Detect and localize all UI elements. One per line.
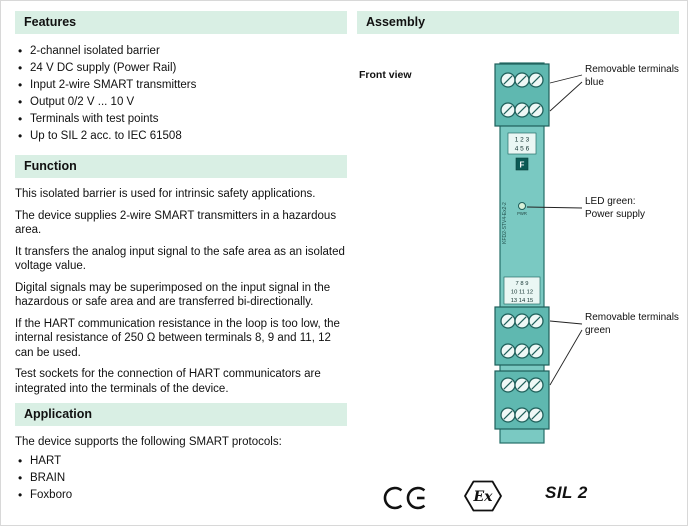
terminal-numbers-row2: 4 5 6 <box>514 145 530 153</box>
list-item: • Output 0/2 V ... 10 V <box>15 94 347 111</box>
ex-mark-icon <box>463 479 503 513</box>
paragraph: The device supplies 2-wire SMART transmitters in a hazardous area. <box>15 209 337 236</box>
power-led-label: PWR <box>517 211 527 216</box>
terminal-numbers-row1: 1 2 3 <box>514 136 530 144</box>
assembly-title: Assembly <box>366 15 426 29</box>
list-item: • Up to SIL 2 acc. to IEC 61508 <box>15 128 347 145</box>
left-column <box>15 11 347 514</box>
terminal-numbers-row4: 10 11 12 <box>510 289 534 296</box>
paragraph: Test sockets for the connection of HART communicators are integrated into the terminals of the device. <box>15 368 321 395</box>
callout-line1: Removable terminals <box>585 64 679 75</box>
ex-mark-label: Ex <box>473 489 493 505</box>
application-list <box>15 453 347 504</box>
brand-logo-letter: F <box>519 160 525 170</box>
list-item: • 24 V DC supply (Power Rail) <box>15 60 347 77</box>
sil-rating-label: SIL 2 <box>545 483 588 502</box>
function-title: Function <box>24 159 77 173</box>
callout-line2: blue <box>585 77 604 88</box>
list-item: • 2-channel isolated barrier <box>15 43 347 60</box>
callout-removable-terminals-green <box>585 311 680 337</box>
application-header <box>15 403 347 426</box>
list-item: • Foxboro <box>15 487 347 504</box>
front-view-label: Front view <box>359 69 412 81</box>
paragraph: It transfers the analog input signal to the safe area as an isolated voltage value. <box>15 245 345 272</box>
paragraph: Digital signals may be superimposed on the input signal in the hazardous or safe area and are transferred bi-directionally. <box>15 281 331 308</box>
terminal-numbers-row3: 7 8 9 <box>515 281 529 287</box>
list-item: • BRAIN <box>15 470 347 487</box>
list-item: • Terminals with test points <box>15 111 347 128</box>
power-led-icon <box>519 203 526 210</box>
right-column <box>357 11 679 517</box>
application-intro: The device supports the following SMART protocols: <box>15 436 282 448</box>
callout-line1: LED green: <box>585 196 636 207</box>
callout-led-green <box>585 195 680 221</box>
application-title: Application <box>24 407 93 421</box>
list-item: • HART <box>15 453 347 470</box>
paragraph: If the HART communication resistance in the loop is too low, the internal resistance of 250 Ω between terminals 8, 9 and 11, 12 can be used. <box>15 317 340 359</box>
certification-marks <box>357 473 679 517</box>
features-header <box>15 11 347 34</box>
callout-line2: green <box>585 325 611 336</box>
callout-removable-terminals-blue <box>585 63 680 89</box>
features-list <box>15 43 347 145</box>
paragraph: This isolated barrier is used for intrinsic safety applications. <box>15 188 316 200</box>
ce-mark-icon <box>383 485 429 511</box>
function-text <box>15 187 347 396</box>
list-item: • Input 2-wire SMART transmitters <box>15 77 347 94</box>
callout-line1: Removable terminals <box>585 312 679 323</box>
features-title: Features <box>24 15 77 29</box>
device-model-label: KFD2-STV4-Ex2-2 <box>502 202 508 244</box>
callout-line2: Power supply <box>585 209 646 220</box>
terminal-numbers-row5: 13 14 15 <box>510 298 534 304</box>
function-header <box>15 155 347 178</box>
